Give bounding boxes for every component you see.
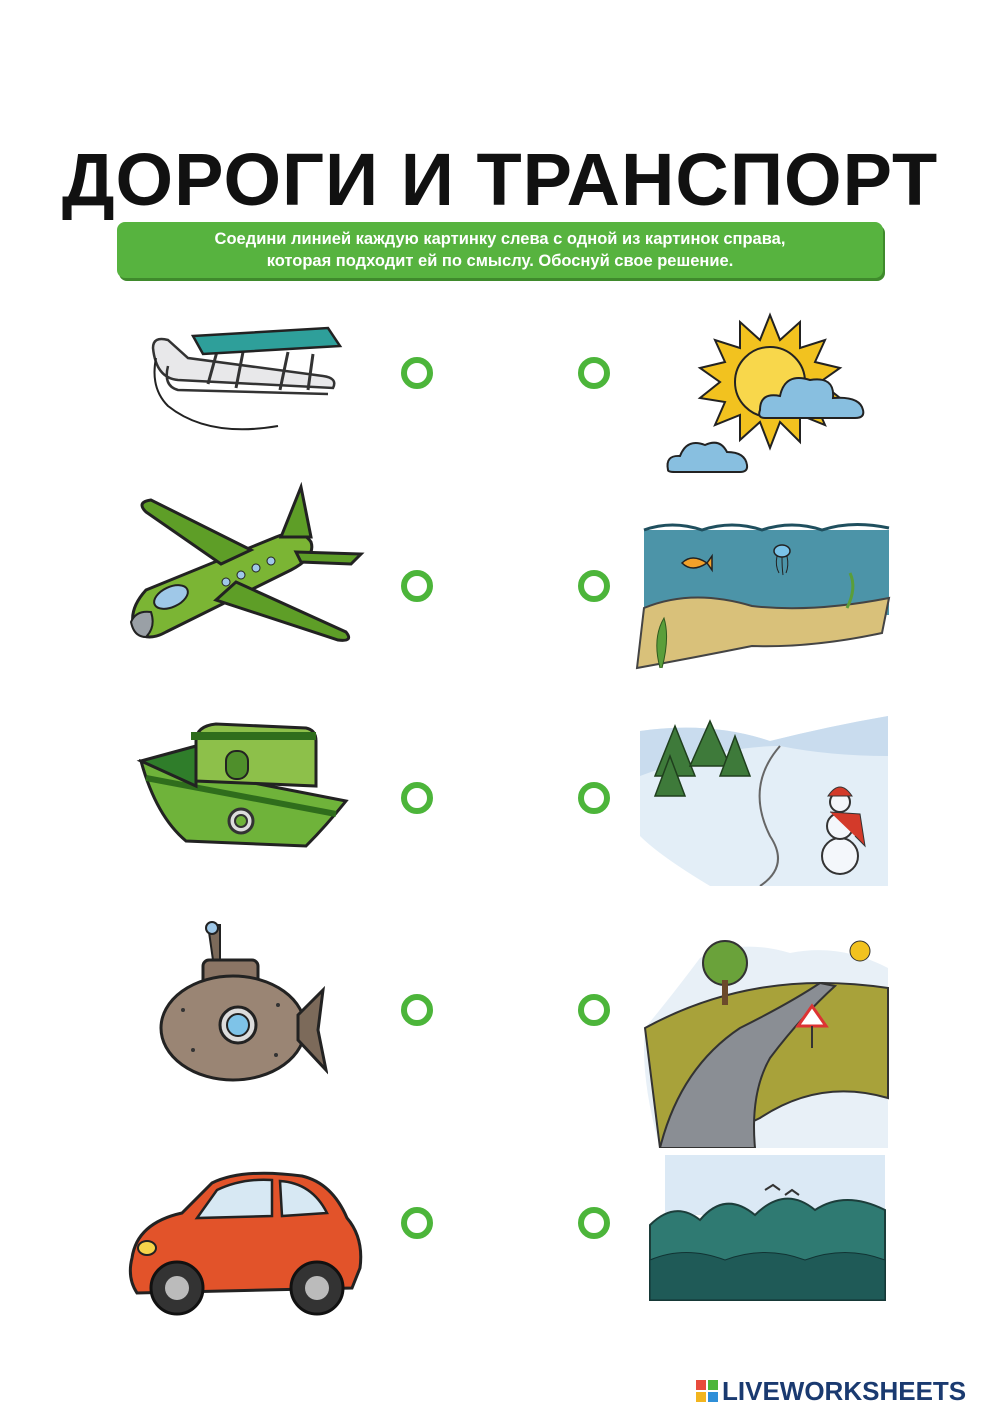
match-dot-right-4[interactable] xyxy=(578,994,610,1026)
liveworksheets-logo xyxy=(696,1376,966,1406)
submarine-icon xyxy=(158,920,328,1090)
match-dot-left-1[interactable] xyxy=(401,357,433,389)
road-landscape-icon xyxy=(640,918,890,1148)
ship-icon xyxy=(136,716,351,856)
match-dot-right-1[interactable] xyxy=(578,357,610,389)
match-dot-left-2[interactable] xyxy=(401,570,433,602)
instructions-banner xyxy=(117,222,883,278)
match-dot-left-4[interactable] xyxy=(401,994,433,1026)
winter-snow-scene-icon xyxy=(630,686,892,886)
instructions-line-1: Соедини линией каждую картинку слева с одной из картинок справа, xyxy=(214,230,786,248)
match-dot-right-3[interactable] xyxy=(578,782,610,814)
sled-icon xyxy=(148,318,348,438)
sea-waves-icon xyxy=(645,1150,890,1305)
underwater-scene-icon xyxy=(632,518,892,673)
airplane-icon xyxy=(126,482,366,647)
page-title: ДОРОГИ И ТРАНСПОРТ xyxy=(61,138,939,221)
match-dot-left-5[interactable] xyxy=(401,1207,433,1239)
liveworksheets-logo-text: LIVEWORKSHEETS xyxy=(722,1375,967,1406)
liveworksheets-logo-mark-icon xyxy=(696,1380,718,1402)
sky-sun-clouds-icon xyxy=(665,310,885,480)
match-dot-right-5[interactable] xyxy=(578,1207,610,1239)
match-dot-right-2[interactable] xyxy=(578,570,610,602)
car-icon xyxy=(122,1168,367,1318)
match-dot-left-3[interactable] xyxy=(401,782,433,814)
instructions-line-2: которая подходит ей по смыслу. Обоснуй свое решение. xyxy=(266,252,734,270)
